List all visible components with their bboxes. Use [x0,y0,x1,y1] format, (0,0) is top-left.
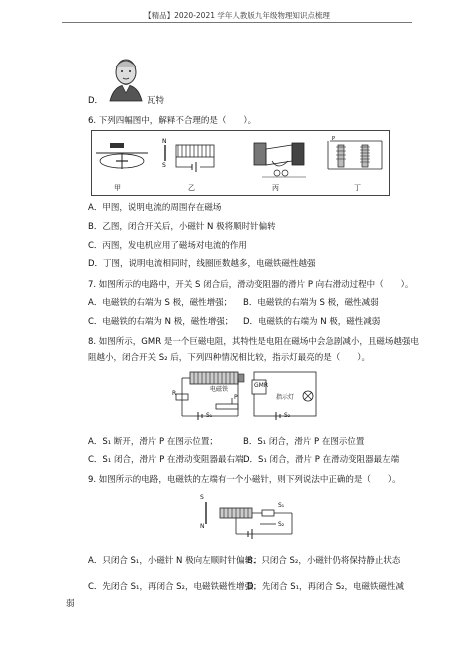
q8-option-c: C．S₁ 闭合，滑片 P 在滑动变阻器最右端 [88,455,244,465]
label-s1: S₁ [278,502,285,509]
svg-text:P: P [332,136,336,142]
q7-option-b: B．电磁铁的右端为 S 极，磁性减弱 [243,298,379,308]
q7-stem: 7. 如图所示的电路中，开关 S 闭合后，滑动变阻器的滑片 P 向右滑动过程中（ ）。 [88,280,414,290]
fig-ding-drawing [328,136,382,169]
label-r: R [172,390,177,397]
q6-stem: 6. 下列四幅图中，解释不合理的是（ ）。 [88,116,257,126]
q6-figure [91,130,390,196]
q7-option-c: C．电磁铁的右端为 N 极，磁性增强； [88,317,234,327]
q9-option-d-line2: 弱 [66,599,75,609]
fig-bing-drawing [254,143,306,177]
q8-option-d: D．S₁ 闭合，滑片 P 在滑动变阻器最左端 [243,455,400,465]
fig-label-bing: 丙 [272,184,279,192]
label-s2: S₂ [284,412,291,419]
q8-stem-line2: 阻越小，闭合开关 S₂ 后，下列四种情况相比较，指示灯最亮的是（ ）。 [88,353,370,363]
q5-option-d-name: 瓦特 [147,96,165,106]
q6-option-c: C．丙图，发电机应用了磁场对电流的作用 [88,241,247,251]
page-header: 【精品】2020-2021 学年人教版九年级物理知识点梳理 [144,11,330,20]
q6-option-a: A．甲图，说明电流的周围存在磁场 [88,203,222,213]
q8-option-a: A．S₁ 断开，滑片 P 在图示位置； [88,437,218,447]
q8-figure [172,368,322,422]
q9-option-d-line1: D．先闭合 S₁，再闭合 S₂，电磁铁磁性减 [247,582,405,592]
label-needle-s: S [200,494,204,501]
q7-option-a: A．电磁铁的右端为 S 极，磁性增强； [88,298,233,308]
label-s2: S₂ [278,521,285,528]
fig-yi-drawing [162,138,214,172]
label-electromagnet: 电磁铁 [210,386,229,393]
portrait-icon [102,55,150,101]
q8-option-b: B．S₁ 闭合，滑片 P 在图示位置 [243,437,365,447]
fig-jia-drawing [96,143,148,169]
fig-label-jia: 甲 [114,184,121,192]
header-rule [62,22,412,23]
q9-option-b: B．只闭合 S₂，小磁针仍将保持静止状态 [247,556,401,566]
fig-label-ding: 丁 [354,184,361,192]
fig-label-yi: 乙 [188,184,195,192]
watt-portrait [102,55,150,101]
q8-stem-line1: 8. 如图所示，GMR 是一个巨磁电阻，其特性是电阻在磁场中会急剧减小，且磁场越强电 [88,337,419,347]
q7-option-d: D．电磁铁的右端为 N 极，磁性减弱 [243,317,381,327]
q6-option-b: B．乙图，闭合开关后，小磁针 N 极将顺时针偏转 [88,222,276,232]
label-indicator-lamp: 指示灯 [276,394,295,401]
label-s1: S₁ [206,412,213,419]
q9-stem: 9. 如图所示的电路，电磁铁的左端有一个小磁针，则下列说法中正确的是（ ）。 [88,475,401,485]
q9-option-c: C．先闭合 S₁，再闭合 S₂，电磁铁磁性增强； [88,582,262,592]
q5-option-d-letter: D． [88,96,104,106]
svg-text:N: N [162,138,167,145]
q9-figure [200,494,300,540]
label-gmr: GMR [254,382,268,389]
q6-option-d: D．丁图，说明电流相同时，线圈匝数越多，电磁铁磁性越强 [88,259,316,269]
q9-option-a: A．只闭合 S₁，小磁针 N 极向左顺时针偏转； [88,556,262,566]
label-needle-n: N [200,523,205,530]
svg-text:S: S [162,162,166,169]
label-p: P [234,394,238,401]
